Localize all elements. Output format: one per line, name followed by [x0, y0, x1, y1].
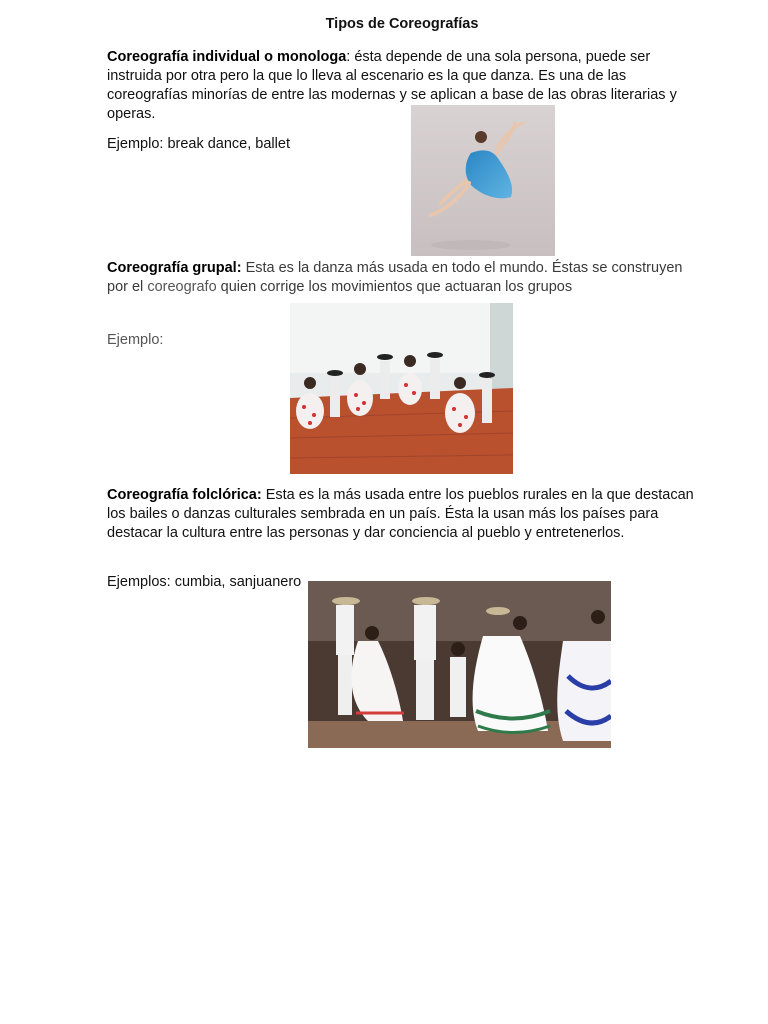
- section-body-cont: quien corrige los movimientos que actuaran los grupos: [216, 279, 573, 295]
- folk-dance-photo: [308, 581, 611, 748]
- solo-ballet-dancer-photo: [411, 105, 555, 256]
- section-body: Esta es la danza más usada en todo el mundo. Éstas se construyen por el: [107, 260, 683, 295]
- section-folk: [107, 486, 697, 543]
- page-title: Tipos de Coreografías: [325, 16, 479, 32]
- section-example: Ejemplos: cumbia, sanjuanero: [107, 574, 302, 590]
- section-individual: [107, 48, 697, 124]
- section-heading: Coreografía grupal:: [107, 260, 242, 276]
- coreografo-link[interactable]: coreografo: [147, 279, 217, 295]
- section-heading: Coreografía individual o monologa: [107, 49, 347, 65]
- section-group: [107, 259, 697, 297]
- section-heading: Coreografía folclórica:: [107, 487, 262, 503]
- section-example: Ejemplo:: [107, 332, 164, 348]
- section-body: Esta es la más usada entre los pueblos rurales en la que destacan los bailes o danzas culturales sembrada en un país. Ésta la usan más los países para destacar la cultura entre las personas y dar conciencia al pueblo y entretenerlos.: [107, 487, 694, 541]
- section-body: : ésta depende de una sola persona, puede ser instruida por otra pero la que lo lleva al escenario es la que danza. Es una de las coreografías minorías de entre las modernas y se aplican a base de las obras literarias y operas.: [107, 49, 677, 122]
- section-example: Ejemplo: break dance, ballet: [107, 136, 290, 152]
- group-dance-photo: [290, 303, 513, 474]
